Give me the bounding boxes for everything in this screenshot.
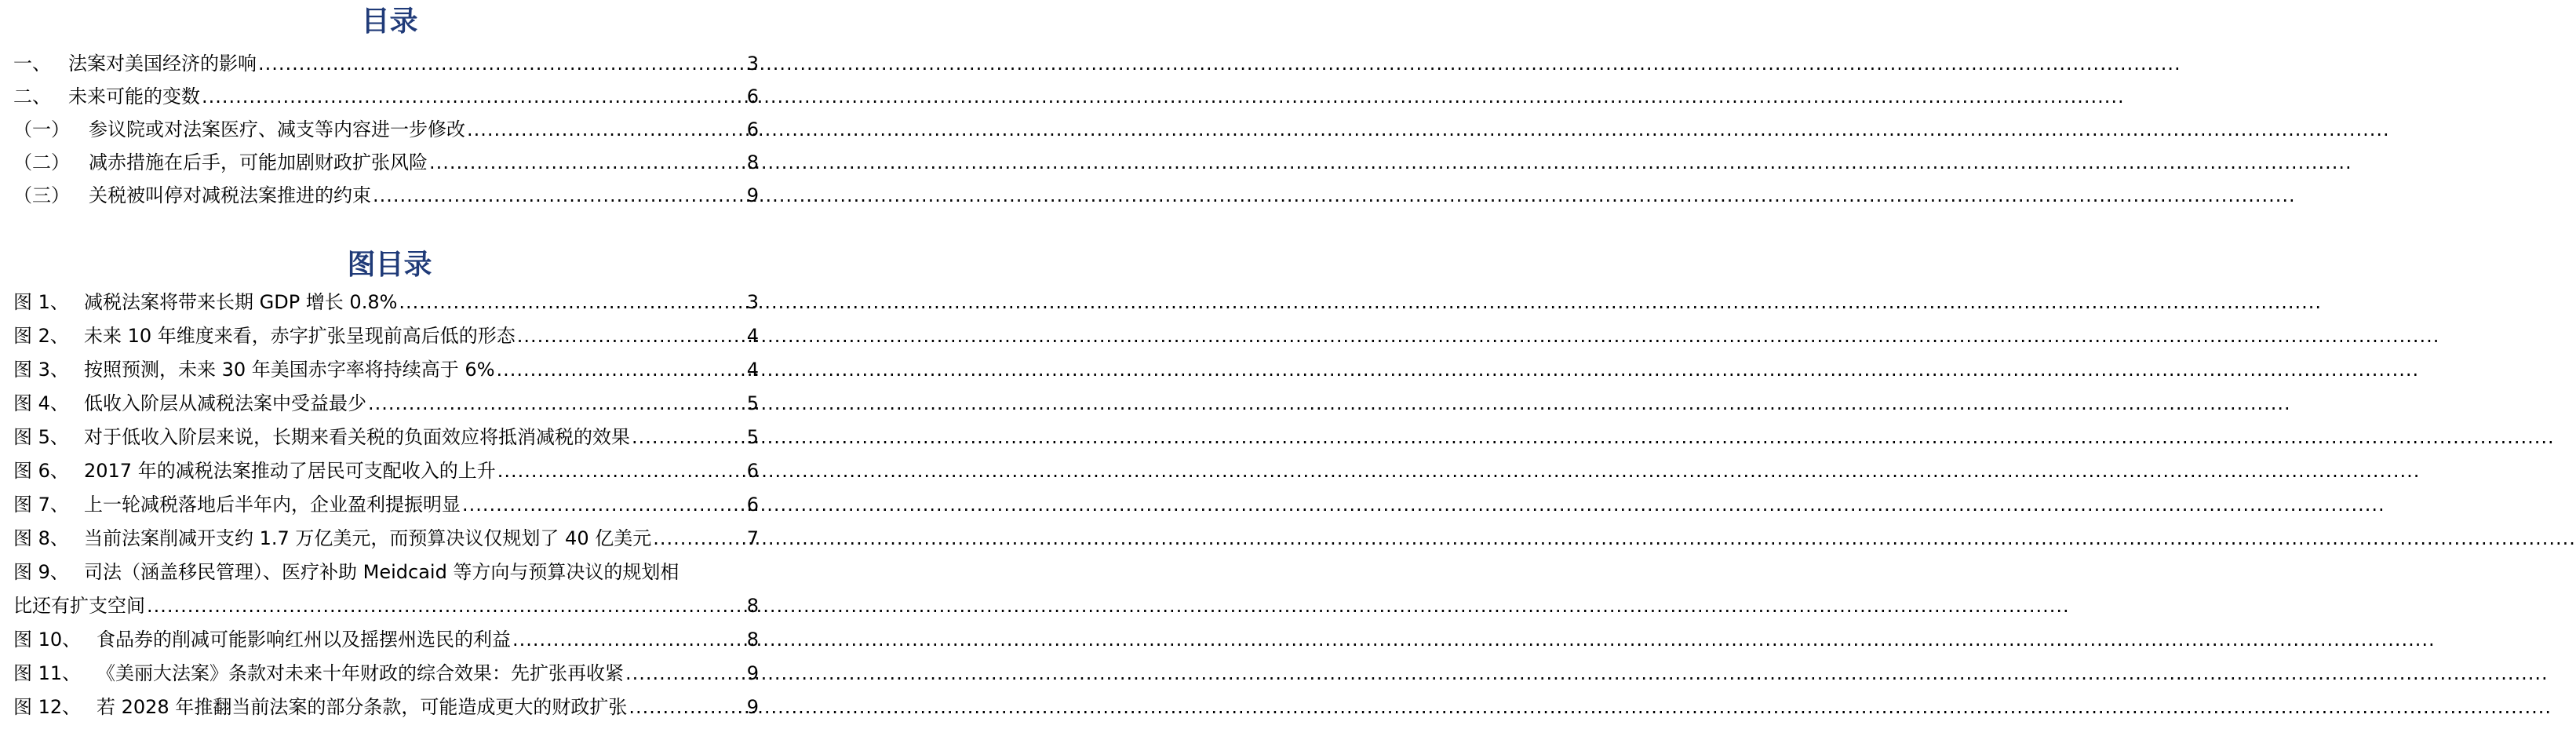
toc-entry-number: （三）: [13, 184, 70, 206]
figure-entry-page: 9: [746, 696, 759, 718]
figure-entry-number: 图 5、: [13, 426, 69, 448]
figure-entry-page: 7: [746, 527, 759, 549]
figure-entry-10[interactable]: [0, 623, 779, 657]
figure-entry-number: 图 11、: [13, 662, 82, 684]
toc-entry-1[interactable]: [0, 47, 779, 80]
toc-entry-title: 关税被叫停对减税法案推进的约束: [89, 184, 371, 206]
toc-entry-number: 一、: [13, 52, 51, 75]
dot-leader: [202, 80, 756, 114]
figure-entry-11[interactable]: [0, 657, 779, 691]
dot-leader: [517, 319, 756, 353]
figure-list-heading: 图目录: [347, 249, 432, 281]
figure-entry-title: 若 2028 年推翻当前法案的部分条款，可能造成更大的财政扩张: [97, 696, 628, 718]
figure-entry-title: 对于低收入阶层来说，长期来看关税的负面效应将抵消减税的效果: [84, 426, 630, 448]
toc-entry-title: 未来可能的变数: [68, 85, 200, 108]
figure-entry-page: 6: [746, 460, 759, 482]
figure-entry-1[interactable]: [0, 286, 779, 319]
figure-entry-title-continued: 比还有扩支空间: [13, 595, 145, 617]
figure-entry-4[interactable]: [0, 387, 779, 421]
figure-entry-8[interactable]: [0, 522, 779, 556]
dot-leader: [512, 623, 756, 657]
toc-entry-2[interactable]: [0, 80, 779, 113]
figure-entry-title: 未来 10 年维度来看，赤字扩张呈现前高后低的形态: [84, 325, 516, 347]
toc-entry-3[interactable]: [0, 113, 779, 146]
figure-entry-3[interactable]: [0, 353, 779, 387]
figure-list: [0, 286, 779, 724]
figure-entry-title: 2017 年的减税法案推动了居民可支配收入的上升: [84, 460, 496, 482]
toc-entry-number: （一）: [13, 118, 70, 140]
figure-entry-6[interactable]: [0, 454, 779, 488]
figure-entry-title: 当前法案削减开支约 1.7 万亿美元，而预算决议仅规划了 40 亿美元: [84, 527, 652, 549]
dot-leader: [632, 421, 756, 454]
dot-leader: [467, 113, 756, 147]
dot-leader: [373, 179, 756, 213]
figure-entry-number: 图 10、: [13, 629, 82, 651]
figure-entry-page: 8: [746, 595, 759, 617]
dot-leader: [258, 47, 756, 81]
figure-entry-title: 食品券的削减可能影响红州以及摇摆州选民的利益: [97, 629, 511, 651]
dot-leader: [147, 589, 756, 623]
figure-entry-12[interactable]: [0, 691, 779, 724]
dot-leader: [368, 387, 756, 421]
figure-entry-page: 5: [746, 392, 759, 414]
toc-entry-page: 3: [746, 52, 759, 75]
figure-entry-page: 3: [746, 291, 759, 313]
figure-entry-number: 图 1、: [13, 291, 69, 313]
figure-entry-title: 《美丽大法案》条款对未来十年财政的综合效果：先扩张再收紧: [97, 662, 624, 684]
toc-entry-title: 参议院或对法案医疗、减支等内容进一步修改: [89, 118, 465, 140]
toc-list: [0, 47, 779, 212]
dot-leader: [497, 454, 756, 488]
figure-entry-title: 减税法案将带来长期 GDP 增长 0.8%: [84, 291, 398, 313]
figure-entry-line-1: [13, 556, 759, 589]
figure-entry-9[interactable]: [0, 556, 779, 623]
dot-leader: [653, 522, 756, 556]
toc-entry-page: 6: [746, 85, 759, 108]
figure-entry-7[interactable]: [0, 488, 779, 522]
toc-heading: 目录: [361, 5, 418, 38]
figure-entry-page: 5: [746, 426, 759, 448]
toc-entry-number: 二、: [13, 85, 51, 108]
dot-leader: [629, 691, 756, 724]
toc-entry-title: 减赤措施在后手，可能加剧财政扩张风险: [89, 151, 428, 173]
figure-entry-number: 图 7、: [13, 494, 69, 516]
figure-entry-line-2: [13, 589, 759, 623]
toc-entry-4[interactable]: [0, 146, 779, 179]
toc-entry-page: 6: [746, 118, 759, 140]
figure-entry-title: 按照预测，未来 30 年美国赤字率将持续高于 6%: [84, 359, 495, 381]
dot-leader: [399, 286, 756, 319]
dot-leader: [497, 353, 757, 387]
figure-entry-page: 4: [746, 325, 759, 347]
toc-entry-page: 8: [746, 151, 759, 173]
figure-entry-title: 上一轮减税落地后半年内，企业盈利提振明显: [84, 494, 461, 516]
dot-leader: [625, 657, 756, 691]
figure-entry-number: 图 6、: [13, 460, 69, 482]
figure-entry-number: 图 9、: [13, 561, 69, 583]
dot-leader: [462, 488, 756, 522]
toc-entry-5[interactable]: [0, 179, 779, 212]
figure-entry-title: 司法（涵盖移民管理）、医疗补助 Meidcaid 等方向与预算决议的规划相: [84, 561, 680, 583]
figure-entry-number: 图 12、: [13, 696, 82, 718]
dot-leader: [429, 146, 756, 180]
figure-entry-5[interactable]: [0, 421, 779, 454]
figure-entry-number: 图 4、: [13, 392, 69, 414]
figure-entry-number: 图 8、: [13, 527, 69, 549]
figure-entry-page: 8: [746, 629, 759, 651]
figure-entry-2[interactable]: [0, 319, 779, 353]
toc-entry-page: 9: [746, 184, 759, 206]
figure-entry-title: 低收入阶层从减税法案中受益最少: [84, 392, 366, 414]
figure-entry-number: 图 3、: [13, 359, 69, 381]
figure-entry-page: 6: [746, 494, 759, 516]
figure-entry-number: 图 2、: [13, 325, 69, 347]
toc-entry-title: 法案对美国经济的影响: [68, 52, 257, 75]
figure-entry-page: 9: [746, 662, 759, 684]
figure-entry-page: 4: [746, 359, 759, 381]
toc-entry-number: （二）: [13, 151, 70, 173]
